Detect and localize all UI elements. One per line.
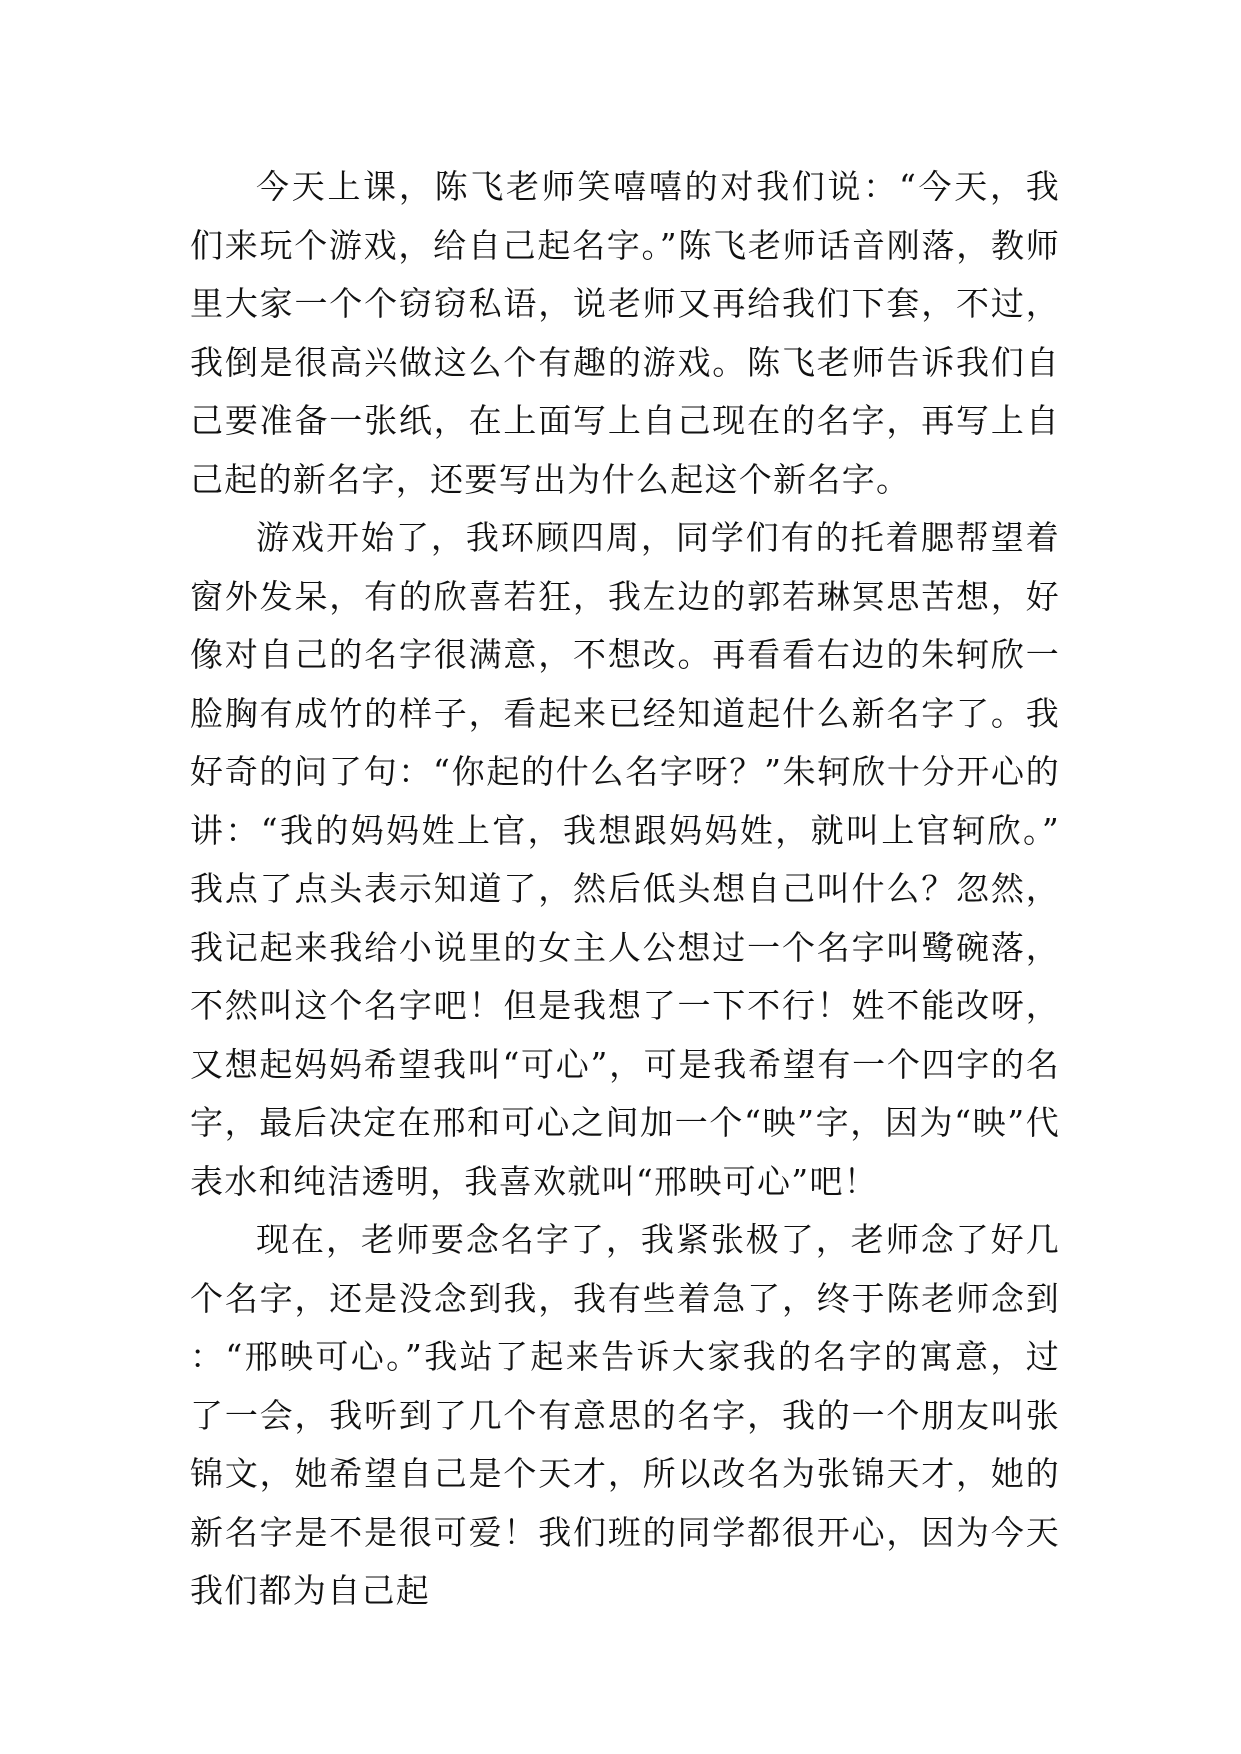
paragraph-1: 今天上课，陈飞老师笑嘻嘻的对我们说：“今天，我们来玩个游戏，给自己起名字。”陈飞老师话音刚落，教师里大家一个个窃窃私语，说老师又再给我们下套，不过，我倒是很高兴做这么个有趣的游戏。陈飞老师告诉我们自己要准备一张纸，在上面写上自己现在的名字，再写上自己起的新名字，还要写出为什么起这个新名字。: [190, 167, 1060, 499]
essay-body: [190, 158, 1060, 1621]
paragraph-2: 游戏开始了，我环顾四周，同学们有的托着腮帮望着窗外发呆，有的欣喜若狂，我左边的郭若琳冥思苦想，好像对自己的名字很满意，不想改。再看看右边的朱轲欣一脸胸有成竹的样子，看起来已经知道起什么新名字了。我好奇的问了句：“你起的什么名字呀？”朱轲欣十分开心的讲：“我的妈妈姓上官，我想跟妈妈姓，就叫上官轲欣。”我点了点头表示知道了，然后低头想自己叫什么？忽然，我记起来我给小说里的女主人公想过一个名字叫鹭碗落，不然叫这个名字吧！但是我想了一下不行！姓不能改呀，又想起妈妈希望我叫“可心”，可是我希望有一个四字的名字，最后决定在邢和可心之间加一个“映”字，因为“映”代表水和纯洁透明，我喜欢就叫“邢映可心”吧！: [190, 518, 1060, 1201]
paragraph-3: 现在，老师要念名字了，我紧张极了，老师念了好几个名字，还是没念到我，我有些着急了，终于陈老师念到：“邢映可心。”我站了起来告诉大家我的名字的寓意，过了一会，我听到了几个有意思的名字，我的一个朋友叫张锦文，她希望自己是个天才，所以改名为张锦天才，她的新名字是不是很可爱！我们班的同学都很开心，因为今天我们都为自己起: [190, 1220, 1060, 1610]
